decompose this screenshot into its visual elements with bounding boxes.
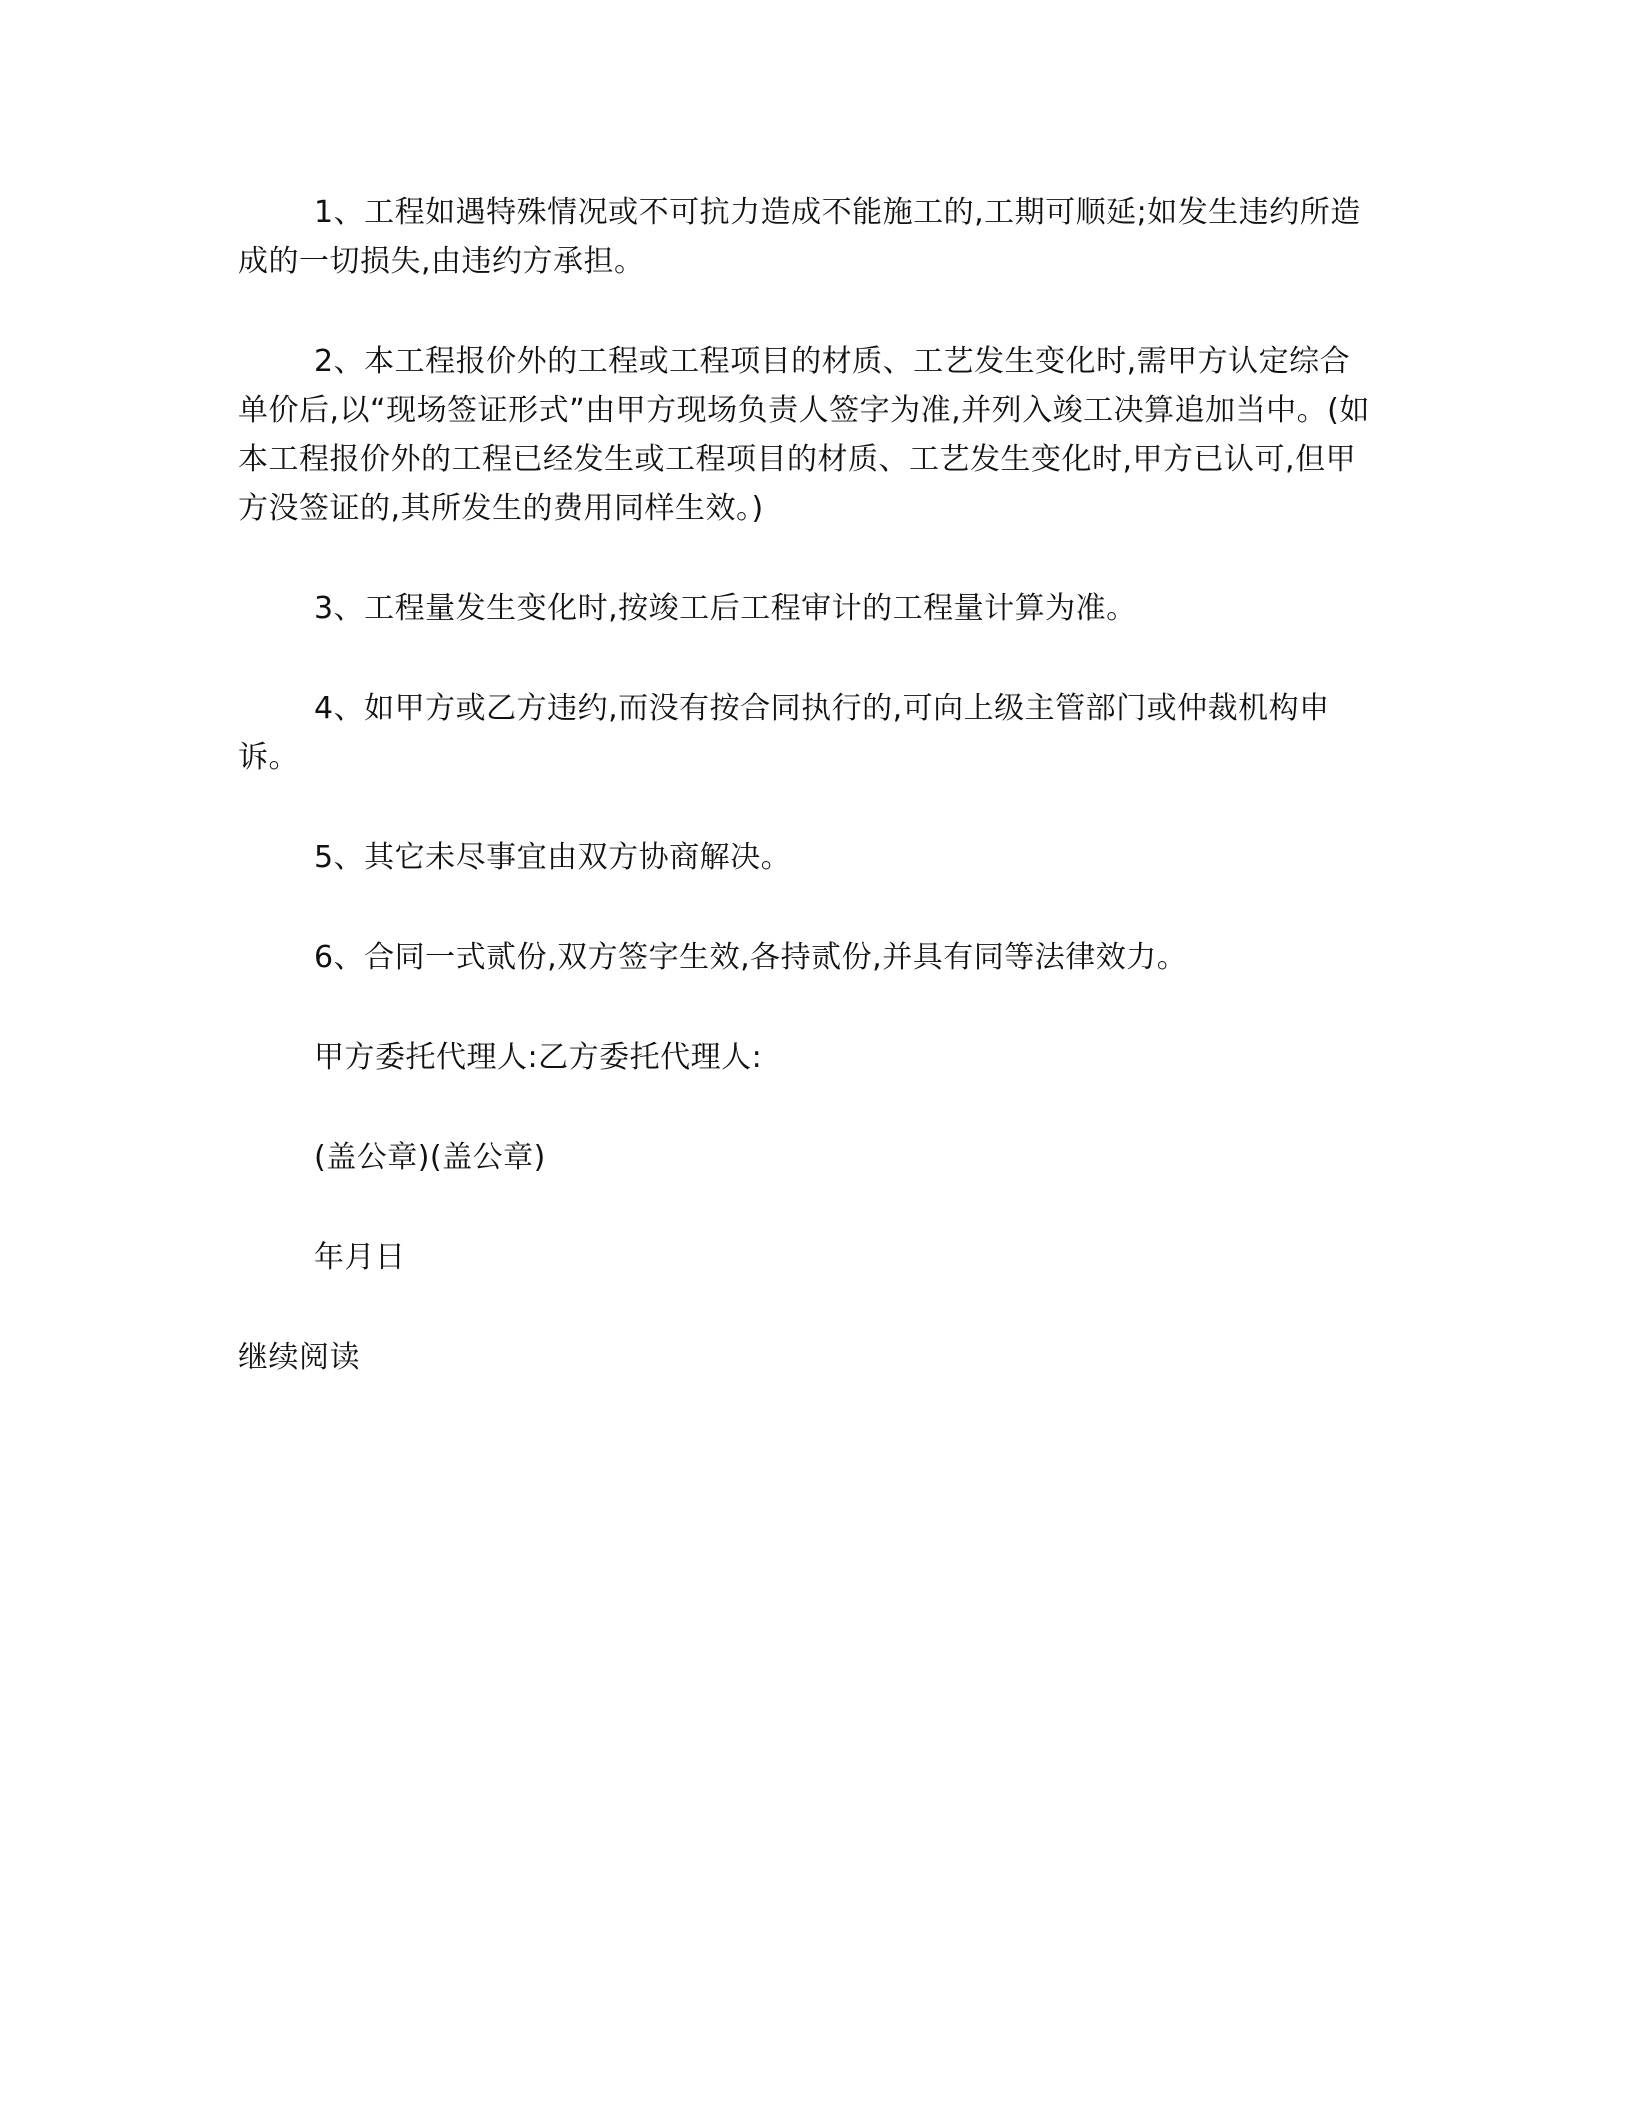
signature-agents: 甲方委托代理人:乙方委托代理人: — [314, 1040, 763, 1075]
clause-3: 3、工程量发生变化时,按竣工后工程审计的工程量计算为准。 — [314, 591, 1137, 626]
clause-6: 6、合同一式贰份,双方签字生效,各持贰份,并具有同等法律效力。 — [314, 940, 1188, 975]
clause-5: 5、其它未尽事宜由双方协商解决。 — [314, 840, 792, 875]
document-body — [238, 188, 1376, 1382]
clause-1: 1、工程如遇特殊情况或不可抗力造成不能施工的,工期可顺延;如发生违约所造成的一切损失,由违约方承担。 — [238, 195, 1361, 279]
signature-date: 年月日 — [314, 1240, 406, 1275]
clause-4: 4、如甲方或乙方违约,而没有按合同执行的,可向上级主管部门或仲裁机构申诉。 — [238, 691, 1330, 775]
signature-seals: (盖公章)(盖公章) — [314, 1140, 546, 1175]
clause-2: 2、本工程报价外的工程或工程项目的材质、工艺发生变化时,需甲方认定综合单价后,以“现场签证形式”由甲方现场负责人签字为准,并列入竣工决算追加当中。(如本工程报价外的工程已经发生或工程项目的材质、工艺发生变化时,甲方已认可,但甲方没签证的,其所发生的费用同样生效。) — [238, 344, 1370, 526]
continue-reading-link[interactable]: 继续阅读 — [238, 1340, 360, 1375]
